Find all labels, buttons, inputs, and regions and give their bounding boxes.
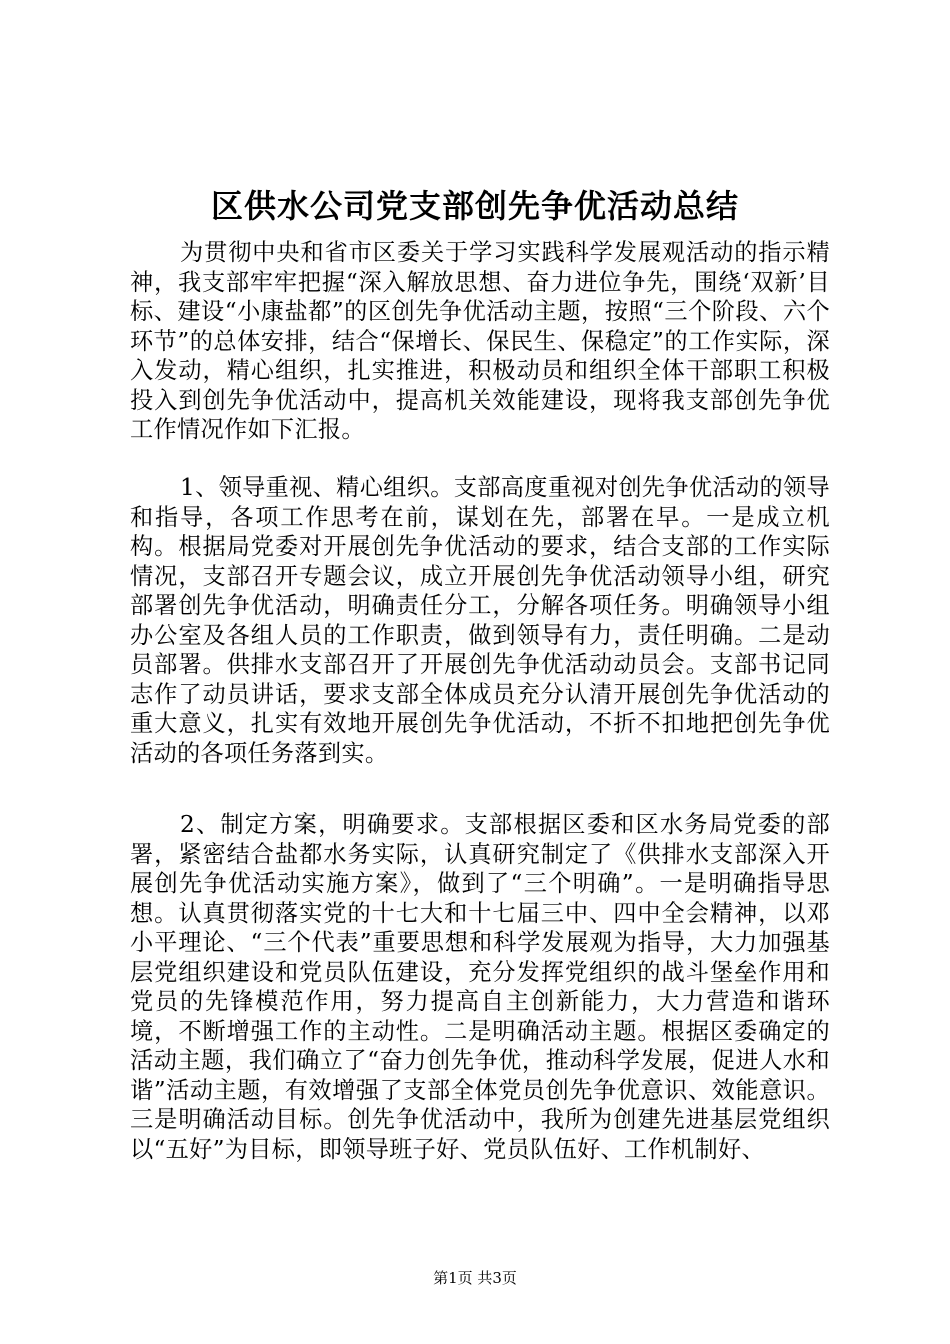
document-title: 区供水公司党支部创先争优活动总结	[210, 187, 739, 225]
page-number-footer: 第1页 共3页	[433, 1269, 517, 1287]
paragraph-section-1: 1、领导重视、精心组织。支部高度重视对创先争优活动的领导和指导，各项工作思考在前，谋划在先，部署在早。一是成立机构。根据局党委对开展创先争优活动的要求，结合支部的工作实际情况，支部召开专题会议，成立开展创先争优活动领导小组，研究部署创先争优活动，明确责任分工，分解各项任务。明确领导小组办公室及各组人员的工作职责，做到领导有力，责任明确。二是动员部署。供排水支部召开了开展创先争优活动动员会。支部书记同志作了动员讲话，要求支部全体成员充分认清开展创先争优活动的重大意义，扎实有效地开展创先争优活动，不折不扣地把创先争优活动的各项任务落到实。	[130, 474, 830, 767]
paragraph-section-2: 2、制定方案，明确要求。支部根据区委和区水务局党委的部署，紧密结合盐都水务实际，认真研究制定了《供排水支部深入开展创先争优活动实施方案》，做到了“三个明确”。一是明确指导思想。认真贯彻落实党的十七大和十七届三中、四中全会精神，以邓小平理论、“三个代表”重要思想和科学发展观为指导，大力加强基层党组织建设和党员队伍建设，充分发挥党组织的战斗堡垒作用和党员的先锋模范作用，努力提高自主创新能力，大力营造和谐环境，不断增强工作的主动性。二是明确活动主题。根据区委确定的活动主题，我们确立了“奋力创先争优，推动科学发展，促进人水和谐”活动主题，有效增强了支部全体党员创先争优意识、效能意识。三是明确活动目标。创先争优活动中，我所为创建先进基层党组织以“五好”为目标，即领导班子好、党员队伍好、工作机制好、	[130, 811, 830, 1163]
paragraph-intro: 为贯彻中央和省市区委关于学习实践科学发展观活动的指示精神，我支部牢牢把握“深入解放思想、奋力进位争先，围绕‘双新’目标、建设“小康盐都”的区创先争优活动主题，按照“三个阶段、六个环节”的总体安排，结合“保增长、保民生、保稳定”的工作实际，深入发动，精心组织，扎实推进，积极动员和组织全体干部职工积极投入到创先争优活动中，提高机关效能建设，现将我支部创先争优工作情况作如下汇报。	[130, 239, 830, 443]
